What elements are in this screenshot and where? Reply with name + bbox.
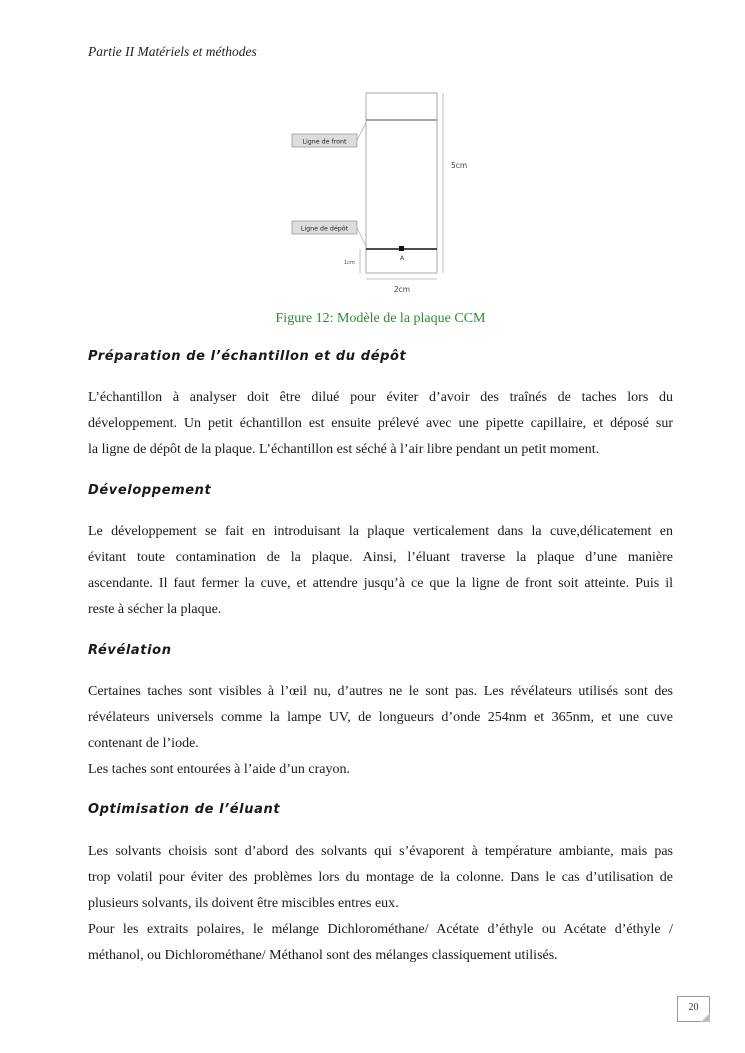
paragraph-line: révélateurs universels comme la lampe UV, de longueurs d’onde 254nm et 365nm, et une cuve bbox=[88, 710, 673, 725]
ccm-plate-figure bbox=[0, 88, 745, 300]
section-heading-optimisation: Optimisation de l’éluant bbox=[88, 802, 281, 817]
paragraph-optimisation bbox=[88, 839, 673, 969]
paragraph-line: Certaines taches sont visibles à l’œil nu, d’autres ne le sont pas. Les révélateurs utilisés sont des bbox=[88, 684, 673, 699]
paragraph-preparation bbox=[88, 385, 673, 463]
paragraph-line: contenant de l’iode. bbox=[88, 736, 199, 751]
sample-spot bbox=[399, 246, 404, 251]
spot-label: A bbox=[399, 255, 405, 262]
paragraph-line: plusieurs solvants, ils doivent être miscibles entres eux. bbox=[88, 896, 399, 911]
paragraph-line: Les solvants choisis sont d’abord des solvants qui s’évaporent à température ambiante, mais pas bbox=[88, 844, 673, 859]
paragraph-revelation bbox=[88, 679, 673, 783]
paragraph-line: ascendante. Il faut fermer la cuve, et attendre jusqu’à ce que la ligne de front soit atteinte. Puis il bbox=[88, 576, 673, 591]
paragraph-line: développement. Un petit échantillon est ensuite prélevé avec une pipette capillaire, et déposé sur bbox=[88, 416, 673, 431]
paragraph-developpement bbox=[88, 519, 673, 623]
page-number bbox=[677, 996, 710, 1022]
paragraph-line: L’échantillon à analyser doit être dilué pour éviter d’avoir des traînés de taches lors du bbox=[88, 390, 673, 405]
paragraph-line: évitant toute contamination de la plaque. Ainsi, l’éluant traverse la plaque d’une manière bbox=[88, 550, 673, 565]
paragraph-line: reste à sécher la plaque. bbox=[88, 602, 222, 617]
paragraph-line: trop volatil pour éviter des problèmes lors du montage de la colonne. Dans le cas d’utilisation de bbox=[88, 870, 673, 885]
height-label: 5cm bbox=[451, 161, 468, 170]
width-label: 2cm bbox=[393, 285, 411, 294]
paragraph-line: Pour les extraits polaires, le mélange Dichlorométhane/ Acétate d’éthyle ou Acétate d’éthyle / bbox=[88, 922, 673, 937]
paragraph-line: Le développement se fait en introduisant la plaque verticalement dans la cuve,délicatement en bbox=[88, 524, 673, 539]
ccm-plate-diagram bbox=[0, 88, 745, 300]
section-heading-revelation: Révélation bbox=[88, 643, 172, 658]
front-label-text: Ligne de front bbox=[302, 138, 347, 146]
depot-label-text: Ligne de dépôt bbox=[300, 225, 349, 233]
figure-caption: Figure 12: Modèle de la plaque CCM bbox=[275, 311, 486, 326]
baseline-label: 1cm bbox=[344, 260, 355, 266]
section-heading-preparation: Préparation de l’échantillon et du dépôt bbox=[88, 349, 407, 364]
depot-label-connector bbox=[357, 228, 366, 246]
page-number-text: 20 bbox=[688, 1002, 699, 1013]
running-header: Partie II Matériels et méthodes bbox=[88, 44, 257, 59]
section-heading-developpement: Développement bbox=[88, 483, 212, 498]
front-label-connector bbox=[357, 123, 366, 140]
paragraph-line: la ligne de dépôt de la plaque. L’échantillon est séché à l’air libre pendant un petit moment. bbox=[88, 442, 600, 457]
paragraph-line: méthanol, ou Dichlorométhane/ Méthanol sont des mélanges classiquement utilisés. bbox=[88, 948, 558, 963]
paragraph-line: Les taches sont entourées à l’aide d’un crayon. bbox=[88, 762, 351, 777]
